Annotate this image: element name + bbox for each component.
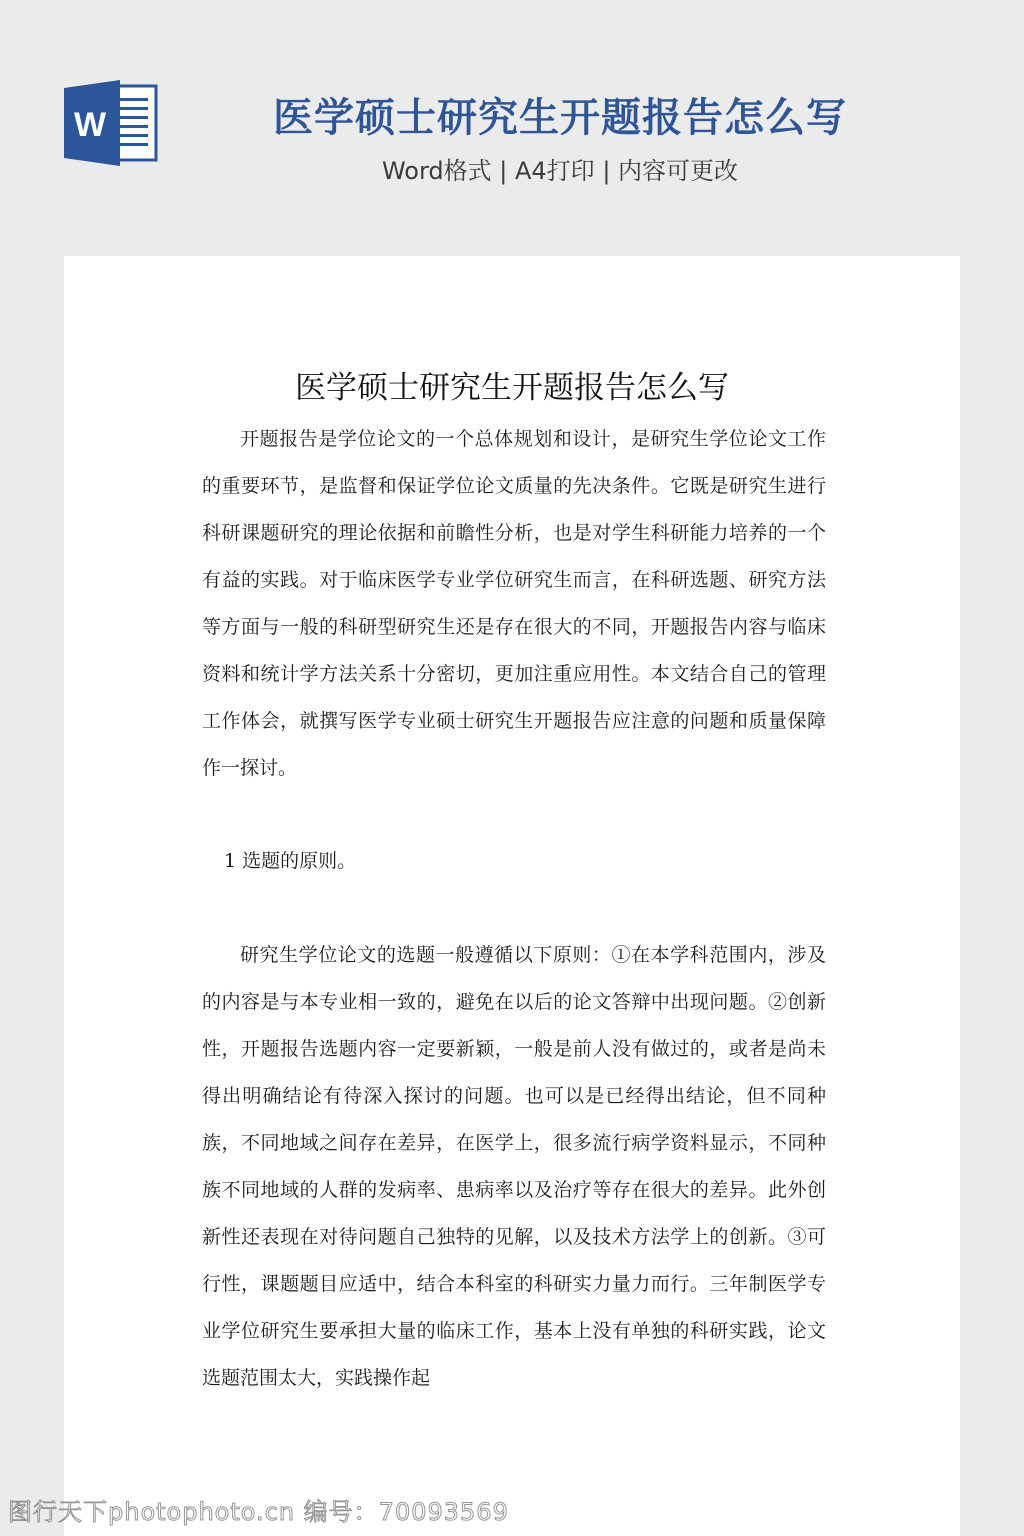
header: [0, 0, 1024, 250]
section-heading-block: [202, 838, 826, 885]
intro-section: [202, 416, 826, 792]
principles-paragraph: 研究生学位论文的选题一般遵循以下原则：①在本学科范围内，涉及的内容是与本专业相一致的，避免在以后的论文答辩中出现问题。②创新性，开题报告选题内容一定要新颖，一般是前人没有做过的，或者是尚未得出明确结论有待深入探讨的问题。也可以是已经得出结论，但不同种族，不同地域之间存在差异，在医学上，很多流行病学资料显示，不同种族不同地域的人群的发病率、患病率以及治疗等存在很大的差异。此外创新性还表现在对待问题自己独特的见解，以及技术方法学上的创新。③可行性，课题题目应适中，结合本科室的科研实力量力而行。三年制医学专业学位研究生要承担大量的临床工作，基本上没有单独的科研实践，论文选题范围太大，实践操作起: [202, 944, 826, 1389]
header-subtitle: Word格式 | A4打印 | 内容可更改: [381, 157, 739, 185]
svg-text:W: W: [73, 106, 107, 144]
document-title: 医学硕士研究生开题报告怎么写: [295, 370, 729, 406]
principles-section: [202, 932, 826, 1402]
header-title: 医学硕士研究生开题报告怎么写: [273, 95, 847, 141]
intro-paragraph: 开题报告是学位论文的一个总体规划和设计，是研究生学位论文工作的重要环节，是监督和保证学位论文质量的先决条件。它既是研究生进行科研课题研究的理论依据和前瞻性分析，也是对学生科研能力培养的一个有益的实践。对于临床医学专业学位研究生而言，在科研选题、研究方法等方面与一般的科研型研究生还是存在很大的不同，开题报告内容与临床资料和统计学方法关系十分密切，更加注重应用性。本文结合自己的管理工作体会，就撰写医学专业硕士研究生开题报告应注意的问题和质量保障作一探讨。: [202, 428, 826, 779]
document-page: [64, 256, 960, 1536]
watermark: 图行天下photophoto.cn 编号：70093569: [8, 1498, 509, 1526]
section-heading: 1 选题的原则。: [224, 850, 357, 872]
word-document-icon: [64, 80, 158, 166]
